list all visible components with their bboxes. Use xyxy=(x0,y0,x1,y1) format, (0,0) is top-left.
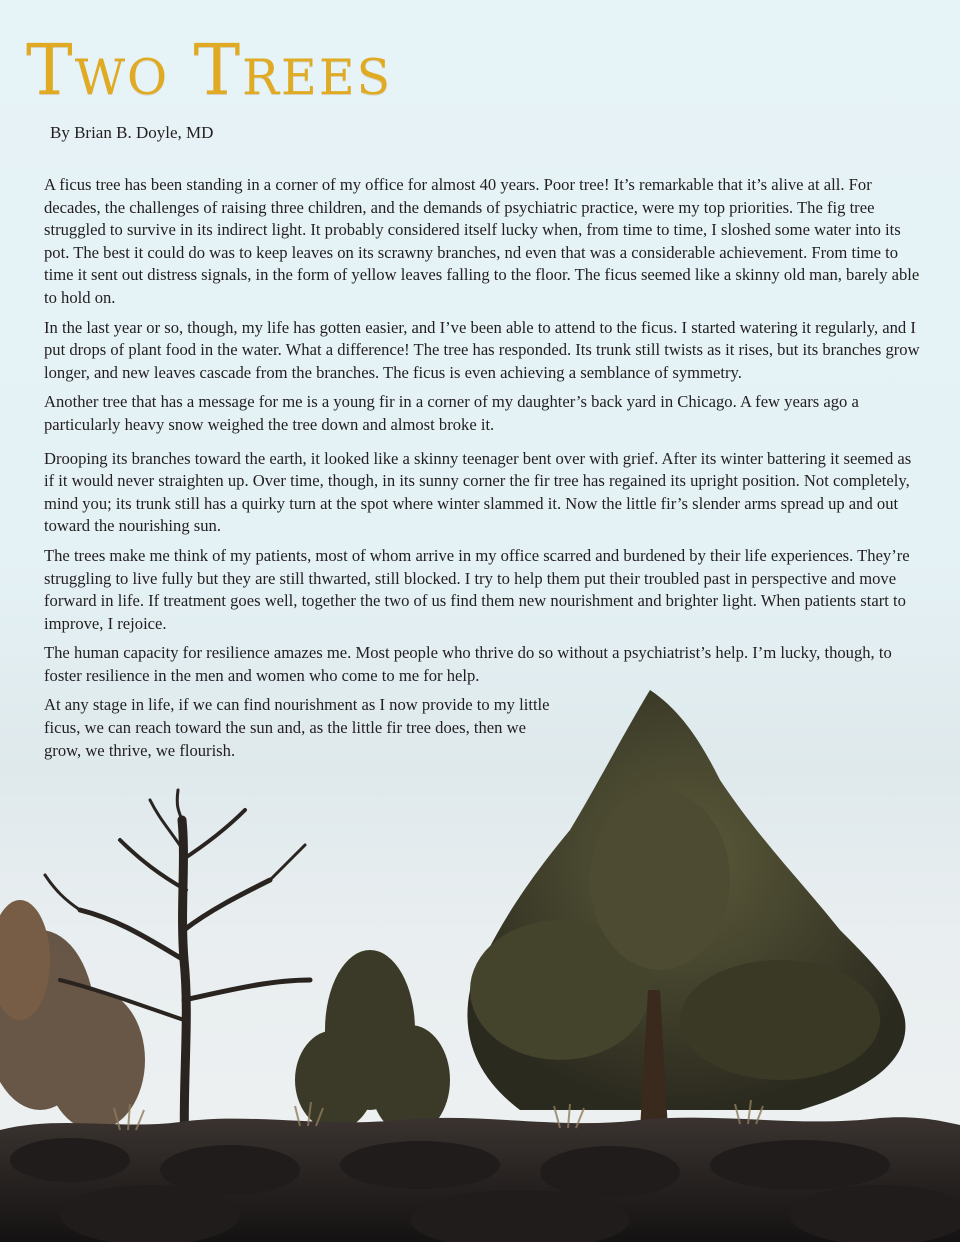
paragraph: The human capacity for resilience amazes me. Most people who thrive do so without a psychiatrist’s help. I’m lucky, though, to foster resilience in the men and women who come to me for help. xyxy=(44,643,892,685)
paragraph: The trees make me think of my patients, most of whom arrive in my office scarred and burdened by their life experiences. They’re struggling to live fully but they are still thwarted, still blocked. I try to help them put their troubled past in perspective and move forward in life. If treatment goes well, together the two of us find them new nourishment and brighter light. When patients start to improve, I rejoice. xyxy=(44,545,910,633)
byline: By Brian B. Doyle, MD xyxy=(50,123,214,142)
page-title: Two Trees xyxy=(26,29,393,111)
article-body xyxy=(44,174,922,769)
paragraph: A ficus tree has been standing in a corner of my office for almost 40 years. Poor tree! It’s remarkable that it’s alive at all. For decades, the challenges of raising three children, and the demands of psychiatric practice, were my top priorities. The fig tree struggled to survive in its indirect light. It probably considered itself lucky when, from time to time, I sloshed some water into its pot. The best it could do was to keep leaves on its scrawny branches, nd even that was a considerable achievement. From time to time it sent out distress signals, in the form of yellow leaves falling to the floor. The ficus seemed like a skinny old man, barely able to hold on. xyxy=(44,175,920,307)
paragraph: At any stage in life, if we can find nourishment as I now provide to my little ficus, we can reach toward the sun and, as the little fir tree does, then we grow, we thrive, we flourish. xyxy=(44,695,550,760)
paragraph: Another tree that has a message for me is a young fir in a corner of my daughter’s back yard in Chicago. A few years ago a particularly heavy snow weighed the tree down and almost broke it. xyxy=(44,392,859,434)
paragraph: In the last year or so, though, my life has gotten easier, and I’ve been able to attend to the ficus. I started watering it regularly, and I put drops of plant food in the water. What a difference! The tree has responded. Its trunk still twists as it rises, but its branches grow longer, and new leaves cascade from the branches. The ficus is even achieving a semblance of symmetry. xyxy=(44,317,920,382)
small-juniper xyxy=(295,950,450,1135)
paragraph: Drooping its branches toward the earth, it looked like a skinny teenager bent over with grief. After its winter battering it seemed as if it would never straighten up. Over time, though, in its sunny corner the fir tree has regained its upright position. Not completely, mind you; its trunk still has a quirky turn at the spot where winter slammed it. Now the little fir’s slender arms spread up and out toward the nourishing sun. xyxy=(44,448,912,536)
left-shrubs xyxy=(0,900,145,1130)
